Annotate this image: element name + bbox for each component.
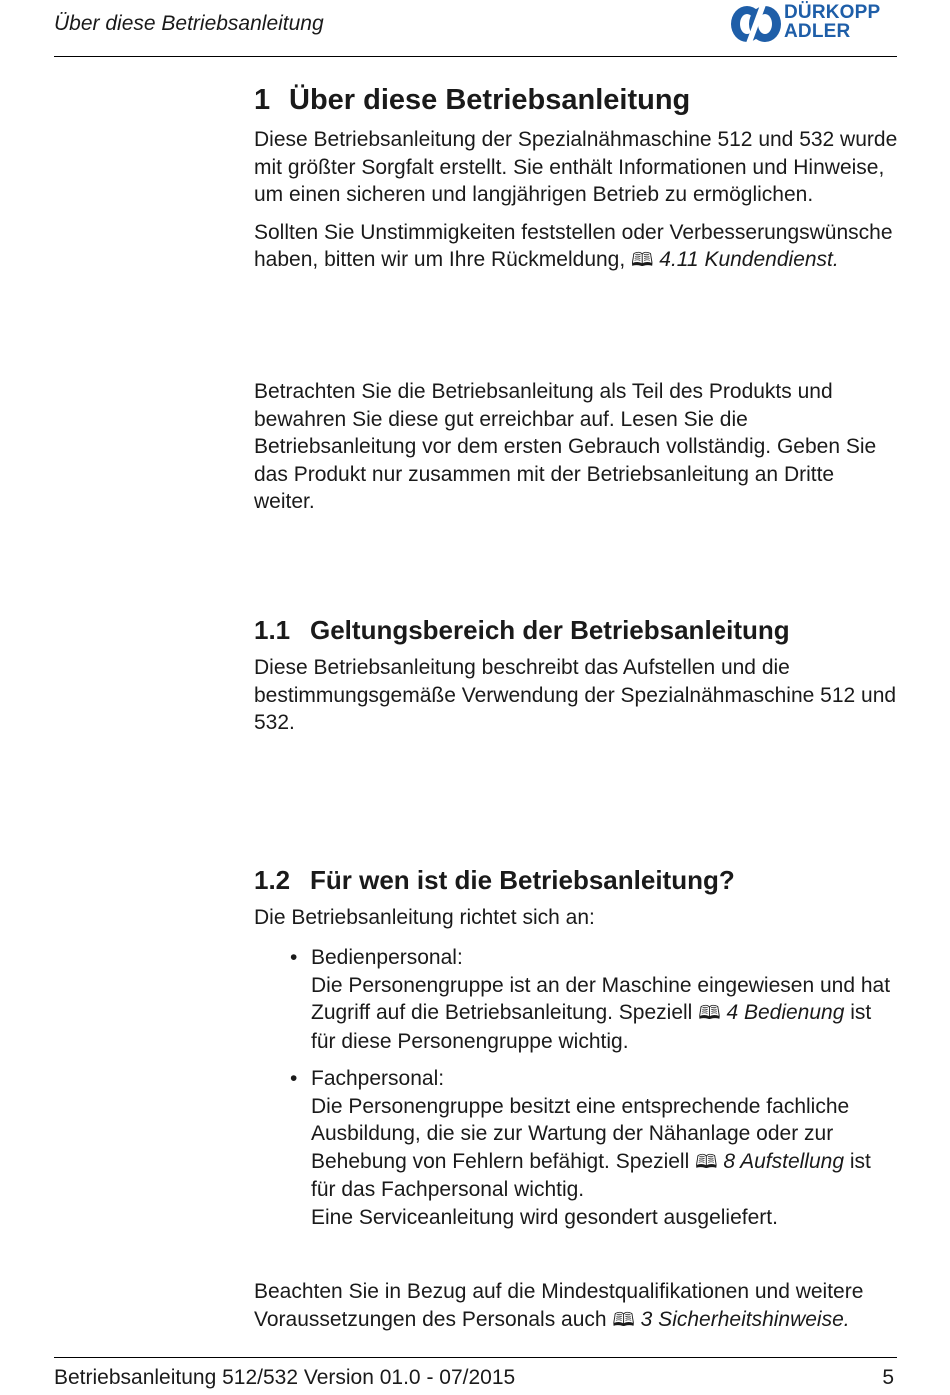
section-1-paragraph-3-block: [254, 378, 899, 516]
header-rule: [54, 56, 897, 57]
list-item: [290, 944, 900, 1055]
paragraph-end: .: [843, 1307, 850, 1331]
list-item-label: Fachpersonal:: [311, 1067, 445, 1090]
list-item-tail: ist für diese Personengruppe wichtig.: [311, 1001, 872, 1053]
list-item-label: Bedienpersonal:: [311, 946, 463, 969]
duerkopp-adler-logo: [730, 3, 900, 45]
section-1-1-paragraph: Diese Betriebsanleitung beschreibt das Aufstellen und die bestimmungsgemäße Verwendung der Spezialnähmaschine 512 und 532.: [254, 656, 897, 734]
audience-list: [290, 944, 900, 1231]
section-1-2: [254, 865, 899, 932]
book-icon: 🕮: [612, 1309, 635, 1331]
list-item-text: [311, 972, 900, 1056]
book-icon: 🕮: [695, 1151, 718, 1173]
header-title: Über diese Betriebsanleitung: [54, 12, 324, 35]
logo-line-2: ADLER: [784, 21, 851, 42]
paragraph-text: Sollten Sie Unstimmigkeiten feststellen oder Verbesserungswünsche haben, bitten wir um Ihre Rückmeldung,: [254, 220, 893, 271]
section-title: Für wen ist die Betriebsanleitung?: [310, 865, 735, 895]
bullet-icon: •: [290, 1067, 298, 1090]
cross-reference-link[interactable]: 4 Bedienung: [726, 1001, 845, 1024]
list-item: [290, 1065, 900, 1231]
section-number: 1.2: [254, 865, 291, 895]
footer-rule: [54, 1357, 897, 1358]
section-1-paragraph-2: [254, 219, 899, 275]
logo-mark-icon: [730, 3, 782, 45]
section-1-paragraph-3: Betrachten Sie die Betriebsanleitung als Teil des Produkts und bewahren Sie diese gut erreichbar auf. Lesen Sie die Betriebsanleitung vor dem ersten Gebrauch vollständig. Geben Sie das Produkt nur zusammen mit der Betriebsanleitung an Dritte weiter.: [254, 380, 877, 513]
section-1-2-closing: [254, 1278, 899, 1334]
section-1-1: [254, 615, 899, 737]
list-item-body: Die Personengruppe besitzt eine entsprechende fachliche Ausbildung, die sie zur Wartung der Nähanlage oder zur Behebung von Fehlern befähigt. Speziell: [311, 1094, 850, 1173]
footer-text: Betriebsanleitung 512/532 Version 01.0 - 07/2015: [54, 1366, 516, 1389]
section-1-1-heading: [254, 615, 899, 646]
section-1-paragraph-1: Diese Betriebsanleitung der Spezialnähmaschine 512 und 532 wurde mit größter Sorgfalt erstellt. Sie enthält Informationen und Hinweise, um einen sicheren und langjährigen Betrieb zu ermöglichen.: [254, 128, 898, 206]
list-item-body: Die Personengruppe ist an der Maschine eingewiesen und hat Zugriff auf die Betriebsanleitung. Speziell: [311, 973, 891, 1024]
section-number: 1: [254, 84, 271, 116]
paragraph-end: .: [832, 248, 839, 271]
section-title: Geltungsbereich der Betriebsanleitung: [310, 615, 790, 645]
section-1-2-intro: Die Betriebsanleitung richtet sich an:: [254, 906, 595, 929]
section-1: [254, 84, 899, 275]
section-number: 1.1: [254, 615, 291, 645]
page-number: 5: [882, 1366, 894, 1389]
list-item-text: [311, 1093, 900, 1204]
section-1-2-heading: [254, 865, 899, 896]
book-icon: 🕮: [631, 250, 654, 271]
bullet-icon: •: [290, 946, 298, 969]
cross-reference-link[interactable]: 4.11 Kundendienst: [659, 248, 833, 271]
list-item-tail: ist für das Fachpersonal wichtig.: [311, 1149, 871, 1201]
logo-line-1: DÜRKOPP: [784, 2, 881, 23]
closing-text: Beachten Sie in Bezug auf die Mindestqualifikationen und weitere Voraussetzungen des Personals auch: [254, 1280, 864, 1331]
book-icon: 🕮: [698, 1003, 721, 1024]
closing-paragraph: [254, 1278, 899, 1334]
cross-reference-link[interactable]: 8 Aufstellung: [723, 1149, 845, 1173]
list-item-extra: Eine Serviceanleitung wird gesondert ausgeliefert.: [311, 1205, 778, 1229]
cross-reference-link[interactable]: 3 Sicherheitshinweise: [640, 1307, 844, 1331]
section-title: Über diese Betriebsanleitung: [289, 84, 691, 116]
section-1-heading: [254, 84, 899, 117]
